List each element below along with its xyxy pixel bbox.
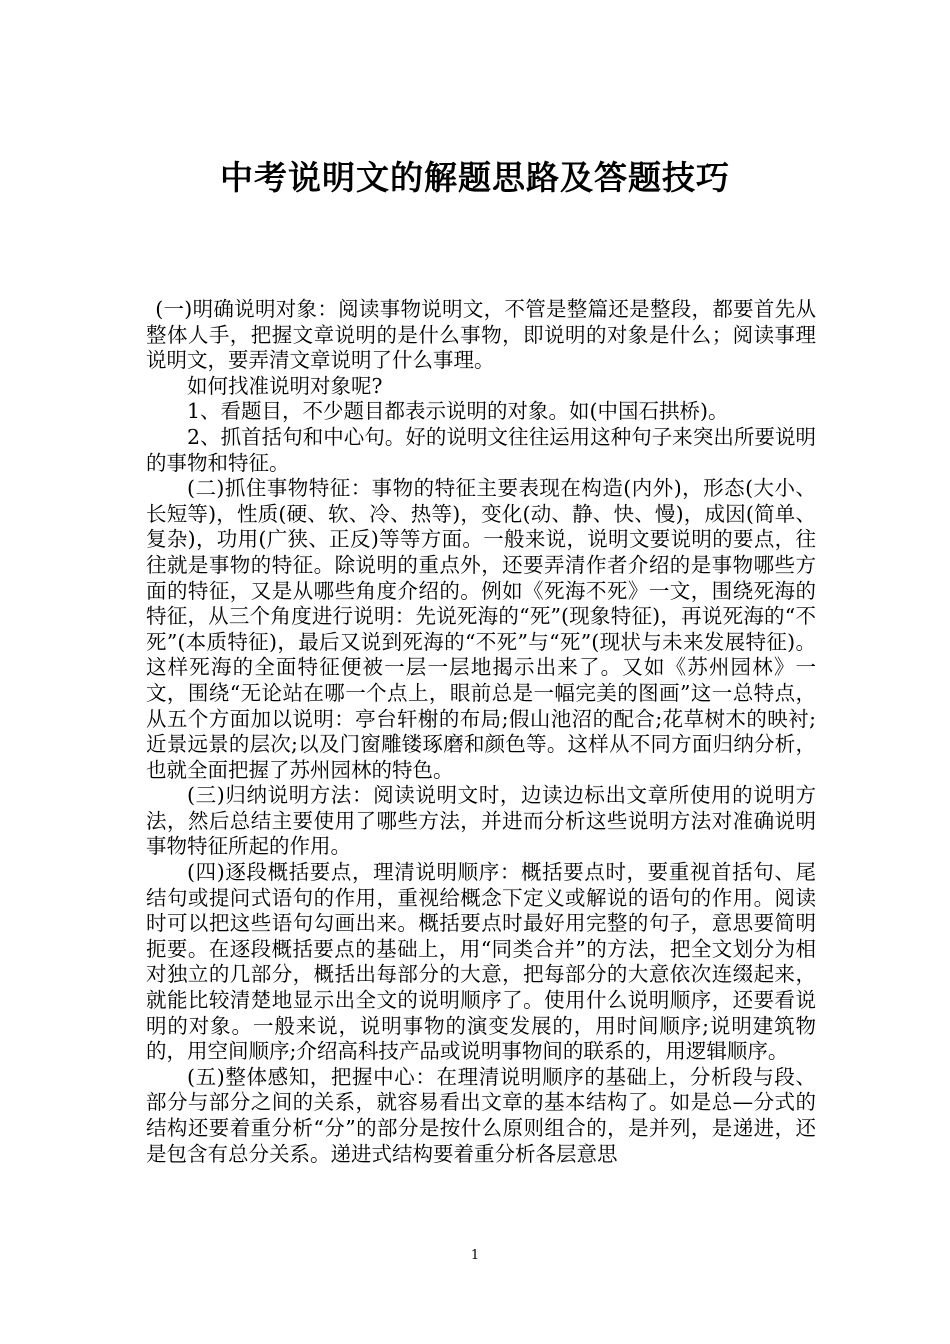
document-title: 中考说明文的解题思路及答题技巧	[220, 158, 730, 197]
paragraph-4: 2、抓首括句和中心句。好的说明文往往运用这种句子来突出所要说明的事物和特征。	[146, 424, 816, 475]
paragraph-5: (二)抓住事物特征：事物的特征主要表现在构造(内外)，形态(大小、长短等)，性质(硬、软、冷、热等)，变化(动、静、快、慢)，成因(简单、复杂)，功用(广狭、正反)等等方面。一般来说，说明文要说明的要点，往往就是事物的特征。除说明的重点外，还要弄清作者介绍的是事物哪些方面的特征，又是从哪些角度介绍的。例如《死海不死》一文，围绕死海的特征，从三个角度进行说明：先说死海的“死”(现象特征)，再说死海的“不死”(本质特征)，最后又说到死海的“不死”与“死”(现状与未来发展特征)。这样死海的全面特征便被一层一层地揭示出来了。又如《苏州园林》一文，围绕“无论站在哪一个点上，眼前总是一幅完美的图画”这一总特点，从五个方面加以说明：亭台轩榭的布局;假山池沼的配合;花草树木的映衬;近景远景的层次;以及门窗雕镂琢磨和颜色等。这样从不同方面归纳分析，也就全面把握了苏州园林的特色。	[146, 476, 817, 782]
paragraph-7: (四)逐段概括要点，理清说明顺序：概括要点时，要重视首括句、尾结句或提问式语句的作用，重视给概念下定义或解说的语句的作用。阅读时可以把这些语句勾画出来。概括要点时最好用完整的句子，意思要简明扼要。在逐段概括要点的基础上，用“同类合并”的方法，把全文划分为相对独立的几部分，概括出每部分的大意，把每部分的大意依次连缀起来，就能比较清楚地显示出全文的说明顺序了。使用什么说明顺序，还要看说明的对象。一般来说，说明事物的演变发展的，用时间顺序;说明建筑物的，用空间顺序;介绍高科技产品或说明事物间的联系的，用逻辑顺序。	[146, 860, 816, 1064]
paragraph-3: 1、看题目，不少题目都表示说明的对象。如(中国石拱桥)。	[187, 399, 729, 424]
page-number: 1	[470, 1248, 480, 1263]
document-body	[146, 297, 816, 1167]
paragraph-8: (五)整体感知，把握中心：在理清说明顺序的基础上，分析段与段、部分与部分之间的关系，就容易看出文章的基本结构了。如是总—分式的结构还要着重分析“分”的部分是按什么原则组合的，是并列，是递进，还是包含有总分关系。递进式结构要着重分析各层意思	[146, 1064, 816, 1166]
paragraph-1: (一)明确说明对象：阅读事物说明文，不管是整篇还是整段，都要首先从整体人手，把握文章说明的是什么事物，即说明的对象是什么；阅读事理说明文，要弄清文章说明了什么事理。	[146, 297, 816, 373]
paragraph-6: (三)归纳说明方法：阅读说明文时，边读边标出文章所使用的说明方法，然后总结主要使用了哪些方法，并进而分析这些说明方法对准确说明事物特征所起的作用。	[146, 783, 816, 859]
paragraph-2: 如何找准说明对象呢?	[187, 373, 383, 398]
